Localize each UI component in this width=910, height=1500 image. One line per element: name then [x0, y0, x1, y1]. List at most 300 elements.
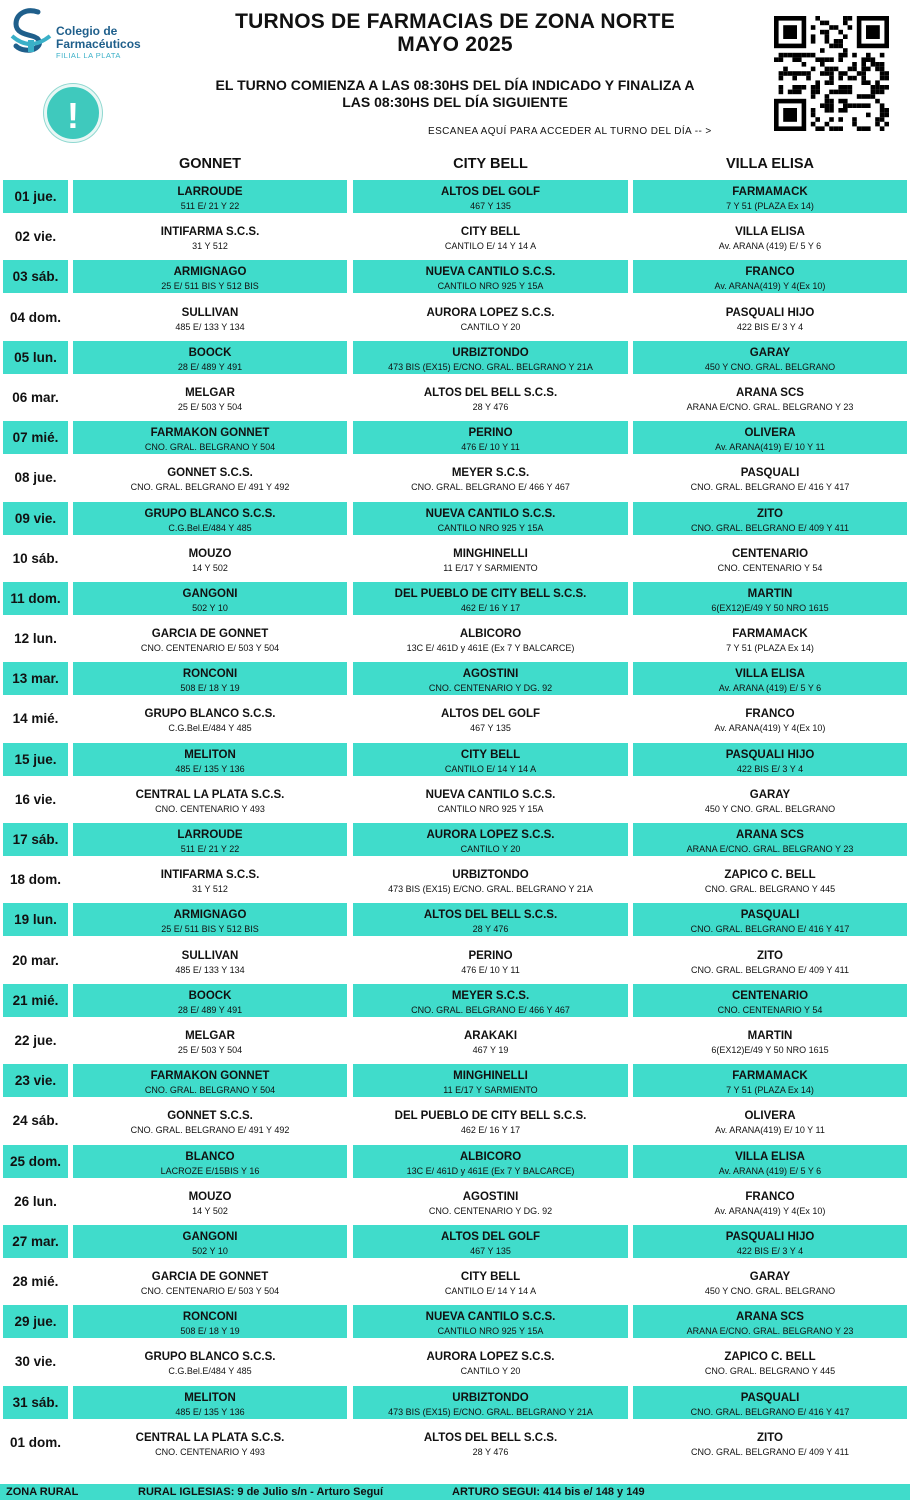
pharmacy-address: 502 Y 10	[192, 602, 228, 613]
pharmacy-name: MARTIN	[747, 1029, 793, 1042]
colegio-logo	[8, 6, 188, 60]
pharmacy-name: ALTOS DEL GOLF	[440, 1230, 541, 1243]
pharmacy-cell	[353, 1305, 628, 1338]
pharmacy-cell	[73, 1386, 347, 1419]
pharmacy-name: FARMAMACK	[732, 628, 808, 641]
pharmacy-name: PASQUALI HIJO	[725, 748, 815, 761]
pharmacy-address: CNO. GRAL. BELGRANO E/ 491 Y 492	[130, 1125, 290, 1136]
pharmacy-address: CNO. GRAL. BELGRANO E/ 416 Y 417	[690, 482, 850, 493]
table-row	[0, 542, 910, 582]
pharmacy-address: ARANA E/CNO. GRAL. BELGRANO Y 23	[686, 401, 854, 412]
pharmacy-name: NUEVA CANTILO S.C.S.	[425, 1311, 556, 1324]
pharmacy-address: 25 E/ 503 Y 504	[177, 401, 243, 412]
pharmacy-name: CENTENARIO	[731, 989, 809, 1002]
pharmacy-cell	[633, 1024, 907, 1057]
pharmacy-address: CNO. GRAL. BELGRANO E/ 491 Y 492	[130, 482, 290, 493]
pharmacy-cell	[73, 220, 347, 253]
table-row	[0, 1345, 910, 1385]
pharmacy-name: SULLIVAN	[181, 306, 239, 319]
pharmacy-address: 28 Y 476	[472, 401, 509, 412]
pharmacy-address: 485 E/ 133 Y 134	[175, 964, 245, 975]
column-header-city-bell: CITY BELL	[453, 156, 528, 172]
pharmacy-address: CANTILO E/ 14 Y 14 A	[444, 1286, 537, 1297]
pharmacy-address: CNO. GRAL. BELGRANO E/ 466 Y 467	[411, 1004, 570, 1015]
pharmacy-cell	[633, 903, 907, 936]
pharmacy-address: 473 BIS (EX15) E/CNO. GRAL. BELGRANO Y 21A	[388, 1406, 593, 1417]
pharmacy-cell	[633, 220, 907, 253]
pharmacy-address: 31 Y 512	[192, 241, 228, 252]
schedule-table	[0, 180, 910, 1466]
pharmacy-cell	[633, 341, 907, 374]
pharmacy-cell	[633, 180, 907, 213]
table-row	[0, 1305, 910, 1345]
pharmacy-cell	[633, 823, 907, 856]
pharmacy-cell	[633, 944, 907, 977]
pharmacy-address: 25 E/ 503 Y 504	[177, 1044, 243, 1055]
pharmacy-address: 462 E/ 16 Y 17	[460, 1125, 521, 1136]
day-label: 22 jue.	[14, 1032, 57, 1048]
pharmacy-cell	[353, 1145, 628, 1178]
pharmacy-address: 476 E/ 10 Y 11	[461, 442, 520, 453]
pharmacy-address: CANTILO E/ 14 Y 14 A	[444, 241, 537, 252]
pharmacy-address: 13C E/ 461D y 461E (Ex 7 Y BALCARCE)	[406, 643, 575, 654]
pharmacy-address: ARANA E/CNO. GRAL. BELGRANO Y 23	[686, 844, 854, 854]
pharmacy-cell	[353, 1185, 628, 1218]
qr-code[interactable]	[774, 16, 894, 134]
table-row	[0, 662, 910, 702]
table-row	[0, 1386, 910, 1426]
pharmacy-cell	[73, 702, 347, 735]
pharmacy-cell	[633, 1386, 907, 1419]
pharmacy-address: 25 E/ 511 BIS Y 512 BIS	[161, 281, 259, 292]
pharmacy-cell	[633, 1305, 907, 1338]
pharmacy-name: GANGONI	[182, 1230, 238, 1243]
pharmacy-address: 25 E/ 511 BIS Y 512 BIS	[161, 924, 259, 935]
title-line-2: MAYO 2025	[397, 33, 513, 56]
pharmacy-address: 422 BIS E/ 3 Y 4	[736, 321, 804, 332]
pharmacy-cell	[353, 1345, 628, 1378]
pharmacy-address: 422 BIS E/ 3 Y 4	[736, 763, 804, 774]
pharmacy-cell	[73, 903, 347, 936]
pharmacy-name: MINGHINELLI	[453, 1070, 528, 1083]
table-row	[0, 461, 910, 501]
pharmacy-address: 511 E/ 21 Y 22	[180, 201, 240, 211]
pharmacy-cell	[353, 863, 628, 896]
day-label: 08 jue.	[14, 470, 57, 486]
pharmacy-address: 473 BIS (EX15) E/CNO. GRAL. BELGRANO Y 21A	[388, 361, 593, 372]
table-row	[0, 863, 910, 903]
pharmacy-address: 31 Y 512	[192, 884, 228, 895]
pharmacy-name: AGOSTINI	[462, 668, 519, 681]
pharmacy-address: CNO. GRAL. BELGRANO Y 445	[704, 884, 836, 895]
pharmacy-name: BOOCK	[188, 989, 232, 1002]
pharmacy-cell	[73, 823, 347, 856]
title-line-1: TURNOS DE FARMACIAS DE ZONA NORTE	[235, 10, 675, 33]
footer-rural-iglesias: RURAL IGLESIAS: 9 de Julio s/n - Arturo Seguí	[138, 1486, 384, 1498]
pharmacy-address: CNO. GRAL. BELGRANO E/ 416 Y 417	[690, 924, 850, 935]
day-label: 24 sáb.	[12, 1113, 59, 1129]
pharmacy-name: MEYER S.C.S.	[451, 989, 530, 1002]
pharmacy-address: 450 Y CNO. GRAL. BELGRANO	[704, 361, 836, 372]
pharmacy-name: GARAY	[749, 1271, 791, 1284]
pharmacy-name: RONCONI	[182, 1311, 238, 1324]
pharmacy-address: CNO. CENTENARIO Y 493	[155, 803, 265, 814]
day-label: 31 sáb.	[3, 1386, 68, 1419]
pharmacy-address: CANTILO NRO 925 Y 15A	[437, 803, 544, 814]
pharmacy-address: C.G.Bel.E/484 Y 485	[168, 1366, 252, 1377]
pharmacy-cell	[73, 743, 347, 776]
shift-notice	[150, 77, 760, 111]
pharmacy-address: 467 Y 135	[470, 1245, 511, 1256]
day-label: 03 sáb.	[3, 260, 68, 293]
pharmacy-name: GONNET S.C.S.	[167, 467, 253, 480]
pharmacy-address: C.G.Bel.E/484 Y 485	[168, 522, 252, 533]
table-row	[0, 341, 910, 381]
pharmacy-address: 473 BIS (EX15) E/CNO. GRAL. BELGRANO Y 21A	[388, 884, 593, 895]
pharmacy-address: 6(EX12)E/49 Y 50 NRO 1615	[711, 602, 829, 613]
pharmacy-address: CANTILO Y 20	[460, 844, 521, 854]
column-header-villa-elisa: VILLA ELISA	[725, 156, 815, 172]
pharmacy-cell	[353, 381, 628, 414]
pharmacy-cell	[633, 1265, 907, 1298]
pharmacy-cell	[353, 1225, 628, 1258]
pharmacy-address: CANTILO Y 20	[460, 1366, 521, 1377]
pharmacy-address: 485 E/ 135 Y 136	[175, 763, 245, 774]
pharmacy-address: CNO. GRAL. BELGRANO E/ 409 Y 411	[690, 522, 850, 533]
day-label: 01 dom.	[9, 1434, 61, 1450]
pharmacy-address: 508 E/ 18 Y 19	[180, 1326, 240, 1337]
pharmacy-address: CANTILO NRO 925 Y 15A	[437, 281, 544, 292]
pharmacy-address: CNO. CENTENARIO E/ 503 Y 504	[140, 643, 280, 654]
pharmacy-name: OLIVERA	[744, 1110, 796, 1123]
pharmacy-name: MELITON	[184, 748, 236, 761]
day-label: 10 sáb.	[12, 550, 59, 566]
pharmacy-cell	[633, 863, 907, 896]
pharmacy-address: 467 Y 135	[470, 723, 511, 734]
pharmacy-cell	[73, 1265, 347, 1298]
pharmacy-address: Av. ARANA (419) E/ 5 Y 6	[718, 241, 822, 252]
table-row	[0, 1104, 910, 1144]
pharmacy-name: RONCONI	[182, 668, 238, 681]
pharmacy-cell	[73, 582, 347, 615]
table-row	[0, 622, 910, 662]
pharmacy-address: CNO. CENTENARIO E/ 503 Y 504	[140, 1286, 280, 1297]
pharmacy-address: CANTILO NRO 925 Y 15A	[437, 1326, 544, 1337]
pharmacy-address: 462 E/ 16 Y 17	[460, 602, 521, 613]
pharmacy-address: CNO. CENTENARIO Y 493	[155, 1446, 265, 1457]
table-row	[0, 1265, 910, 1305]
pharmacy-name: ARMIGNAGO	[173, 909, 247, 922]
pharmacy-address: 13C E/ 461D y 461E (Ex 7 Y BALCARCE)	[406, 1165, 575, 1176]
pharmacy-address: 467 Y 135	[470, 201, 511, 211]
pharmacy-name: AURORA LOPEZ S.C.S.	[426, 829, 555, 841]
pharmacy-name: GRUPO BLANCO S.C.S.	[144, 1351, 276, 1364]
pharmacy-name: AURORA LOPEZ S.C.S.	[426, 306, 555, 319]
pharmacy-address: CNO. GRAL. BELGRANO E/ 409 Y 411	[690, 1446, 850, 1457]
pharmacy-cell	[73, 1185, 347, 1218]
pharmacy-cell	[353, 1064, 628, 1097]
pharmacy-cell	[353, 1265, 628, 1298]
pharmacy-address: Av. ARANA(419) Y 4(Ex 10)	[714, 723, 826, 734]
pharmacy-address: CNO. CENTENARIO Y 54	[717, 562, 823, 573]
pharmacy-name: VILLA ELISA	[735, 1150, 805, 1163]
table-row	[0, 702, 910, 742]
table-row	[0, 421, 910, 461]
pharmacy-address: Av. ARANA(419) Y 4(Ex 10)	[714, 1205, 826, 1216]
logo-line-2: Farmacéuticos	[56, 37, 141, 51]
pharmacy-address: 450 Y CNO. GRAL. BELGRANO	[704, 803, 836, 814]
pharmacy-cell	[633, 1225, 907, 1258]
pharmacy-cell	[73, 341, 347, 374]
pharmacy-cell	[73, 1305, 347, 1338]
pharmacy-address: CNO. GRAL. BELGRANO Y 504	[144, 442, 276, 453]
table-row	[0, 903, 910, 943]
pharmacy-name: CENTRAL LA PLATA S.C.S.	[135, 1431, 285, 1444]
day-label: 02 vie.	[14, 229, 57, 245]
pharmacy-cell	[73, 180, 347, 213]
pharmacy-address: CANTILO Y 20	[460, 321, 521, 332]
table-row	[0, 582, 910, 622]
pharmacy-name: FRANCO	[745, 266, 795, 279]
table-row	[0, 381, 910, 421]
day-label: 01 jue.	[3, 180, 68, 213]
pharmacy-name: ZITO	[757, 507, 783, 520]
page-title	[180, 10, 730, 56]
pharmacy-name: GANGONI	[182, 587, 238, 600]
pharmacy-address: ARANA E/CNO. GRAL. BELGRANO Y 23	[686, 1326, 854, 1337]
pharmacy-name: GARCIA DE GONNET	[151, 628, 269, 641]
pharmacy-name: MELITON	[184, 1391, 236, 1404]
pharmacy-cell	[73, 381, 347, 414]
scan-instruction: ESCANEA AQUÍ PARA ACCEDER AL TURNO DEL DÍA -- >	[428, 126, 712, 137]
pharmacy-address: 450 Y CNO. GRAL. BELGRANO	[704, 1286, 836, 1297]
pharmacy-address: CANTILO NRO 925 Y 15A	[437, 522, 544, 533]
pharmacy-name: ALTOS DEL BELL S.C.S.	[423, 1431, 558, 1444]
pharmacy-address: CANTILO E/ 14 Y 14 A	[444, 763, 537, 774]
pharmacy-address: C.G.Bel.E/484 Y 485	[168, 723, 252, 734]
pharmacy-name: MOUZO	[188, 547, 232, 560]
day-label: 29 jue.	[3, 1305, 68, 1338]
pharmacy-cell	[73, 542, 347, 575]
pharmacy-name: VILLA ELISA	[735, 226, 805, 239]
pharmacy-name: GONNET S.C.S.	[167, 1110, 253, 1123]
pharmacy-name: ALBICORO	[459, 628, 522, 641]
pharmacy-address: CNO. GRAL. BELGRANO Y 445	[704, 1366, 836, 1377]
day-label: 04 dom.	[9, 309, 61, 325]
pharmacy-address: LACROZE E/15BIS Y 16	[160, 1165, 260, 1176]
pharmacy-address: 28 Y 476	[472, 924, 509, 935]
pharmacy-cell	[73, 944, 347, 977]
pharmacy-name: CITY BELL	[460, 748, 521, 761]
pharmacy-cell	[73, 1426, 347, 1459]
pharmacy-name: CITY BELL	[460, 226, 521, 239]
pharmacy-address: Av. ARANA(419) Y 4(Ex 10)	[714, 281, 826, 292]
pharmacy-address: Av. ARANA(419) E/ 10 Y 11	[715, 442, 825, 453]
pharmacy-cell	[633, 702, 907, 735]
pharmacy-cell	[73, 783, 347, 816]
pharmacy-cell	[73, 1064, 347, 1097]
pharmacy-name: DEL PUEBLO DE CITY BELL S.C.S.	[394, 1110, 587, 1123]
pharmacy-name: GARAY	[749, 788, 791, 801]
pharmacy-cell	[73, 1145, 347, 1178]
pharmacy-name: CITY BELL	[460, 1271, 521, 1284]
pharmacy-name: VILLA ELISA	[735, 668, 805, 681]
pharmacy-name: CENTRAL LA PLATA S.C.S.	[135, 788, 285, 801]
pharmacy-address: CNO. CENTENARIO Y DG. 92	[428, 1205, 553, 1216]
pharmacy-name: ALTOS DEL BELL S.C.S.	[423, 909, 558, 922]
pharmacy-address: 11 E/17 Y SARMIENTO	[443, 1085, 538, 1096]
column-header-gonnet: GONNET	[178, 156, 242, 172]
day-label: 09 vie.	[3, 502, 68, 535]
table-row	[0, 984, 910, 1024]
page-header	[0, 0, 910, 150]
pharmacy-name: ZAPICO C. BELL	[724, 869, 816, 882]
pharmacy-name: OLIVERA	[744, 427, 796, 440]
table-row	[0, 1024, 910, 1064]
table-row	[0, 1145, 910, 1185]
pharmacy-cell	[73, 1225, 347, 1258]
table-row	[0, 944, 910, 984]
pharmacy-cell	[353, 421, 628, 454]
pharmacy-name: INTIFARMA S.C.S.	[160, 226, 260, 239]
pharmacy-name: BOOCK	[188, 346, 232, 359]
pharmacy-name: GARAY	[749, 346, 791, 359]
pharmacy-cell	[353, 502, 628, 535]
table-row	[0, 260, 910, 300]
pharmacy-name: ARANA SCS	[736, 1311, 804, 1324]
notice-line-2: LAS 08:30HS DEL DÍA SIGUIENTE	[342, 94, 568, 110]
day-label: 19 lun.	[3, 903, 68, 936]
pharmacy-cell	[633, 1345, 907, 1378]
pharmacy-name: ALTOS DEL GOLF	[440, 708, 541, 721]
day-label: 18 dom.	[9, 872, 61, 888]
pharmacy-name: GRUPO BLANCO S.C.S.	[144, 507, 276, 520]
pharmacy-cell	[73, 301, 347, 334]
pharmacy-cell	[353, 984, 628, 1017]
footer-rural	[0, 1484, 910, 1500]
day-label: 06 mar.	[12, 389, 59, 405]
logo-line-3: FILIAL LA PLATA	[56, 51, 121, 60]
table-row	[0, 823, 910, 863]
pharmacy-cell	[73, 1104, 347, 1137]
pharmacy-cell	[353, 1024, 628, 1057]
pharmacy-cell	[353, 260, 628, 293]
day-label: 20 mar.	[12, 952, 59, 968]
pharmacy-cell	[73, 1024, 347, 1057]
pharmacy-cell	[353, 341, 628, 374]
pharmacy-name: ARANA SCS	[736, 386, 804, 399]
pharmacy-cell	[633, 301, 907, 334]
table-row	[0, 1185, 910, 1225]
pharmacy-name: ALTOS DEL GOLF	[440, 186, 541, 198]
pharmacy-cell	[353, 783, 628, 816]
day-label: 14 mié.	[12, 711, 59, 727]
pharmacy-address: CNO. GRAL. BELGRANO E/ 466 Y 467	[411, 482, 570, 493]
pharmacy-name: ARAKAKI	[463, 1029, 518, 1042]
pharmacy-address: 28 Y 476	[472, 1446, 509, 1457]
pharmacy-cell	[353, 582, 628, 615]
pharmacy-name: AURORA LOPEZ S.C.S.	[426, 1351, 555, 1364]
pharmacy-address: 11 E/17 Y SARMIENTO	[443, 562, 538, 573]
pharmacy-cell	[633, 783, 907, 816]
pharmacy-cell	[73, 421, 347, 454]
pharmacy-cell	[633, 1064, 907, 1097]
pharmacy-name: ARANA SCS	[736, 829, 804, 841]
day-label: 11 dom.	[3, 582, 68, 615]
table-row	[0, 1426, 910, 1466]
pharmacy-name: ALBICORO	[459, 1150, 522, 1163]
pharmacy-address: 14 Y 502	[192, 1205, 228, 1216]
pharmacy-cell	[73, 461, 347, 494]
alert-icon: !	[44, 84, 102, 142]
pharmacy-cell	[353, 1426, 628, 1459]
pharmacy-cell	[633, 421, 907, 454]
pharmacy-cell	[633, 502, 907, 535]
pharmacy-name: MOUZO	[188, 1190, 232, 1203]
pharmacy-cell	[353, 903, 628, 936]
table-row	[0, 743, 910, 783]
pharmacy-cell	[353, 1104, 628, 1137]
pharmacy-address: 485 E/ 133 Y 134	[175, 321, 245, 332]
pharmacy-address: CNO. GRAL. BELGRANO E/ 416 Y 417	[690, 1406, 850, 1417]
pharmacy-address: 511 E/ 21 Y 22	[180, 844, 240, 854]
day-label: 21 mié.	[3, 984, 68, 1017]
pharmacy-cell	[353, 743, 628, 776]
pharmacy-address: CNO. CENTENARIO Y DG. 92	[428, 683, 553, 694]
pharmacy-name: URBIZTONDO	[452, 1391, 529, 1404]
pharmacy-address: 467 Y 19	[472, 1044, 509, 1055]
pharmacy-address: 508 E/ 18 Y 19	[180, 683, 240, 694]
pharmacy-name: ARMIGNAGO	[173, 266, 247, 279]
pharmacy-name: ALTOS DEL BELL S.C.S.	[423, 386, 558, 399]
pharmacy-cell	[73, 260, 347, 293]
pharmacy-name: FARMAMACK	[732, 1070, 808, 1083]
pharmacy-name: LARROUDE	[177, 186, 243, 198]
table-row	[0, 220, 910, 260]
pharmacy-cell	[353, 301, 628, 334]
day-label: 13 mar.	[3, 662, 68, 695]
pharmacy-cell	[633, 1104, 907, 1137]
pharmacy-cell	[353, 944, 628, 977]
table-row	[0, 1225, 910, 1265]
footer-arturo-segui: ARTURO SEGUI: 414 bis e/ 148 y 149	[452, 1486, 645, 1498]
pharmacy-name: GRUPO BLANCO S.C.S.	[144, 708, 276, 721]
pharmacy-cell	[633, 542, 907, 575]
footer-zona: ZONA RURAL	[6, 1486, 79, 1498]
pharmacy-name: PASQUALI	[740, 909, 800, 922]
pharmacy-name: FRANCO	[745, 1190, 795, 1203]
pharmacy-address: 7 Y 51 (PLAZA Ex 14)	[726, 201, 814, 211]
pharmacy-cell	[633, 260, 907, 293]
pharmacy-name: ZAPICO C. BELL	[724, 1351, 816, 1364]
pharmacy-name: PERINO	[468, 427, 513, 440]
pharmacy-name: PASQUALI HIJO	[725, 306, 815, 319]
pharmacy-address: 7 Y 51 (PLAZA Ex 14)	[726, 1085, 814, 1096]
pharmacy-name: MARTIN	[747, 587, 793, 600]
pharmacy-name: PASQUALI	[740, 1391, 800, 1404]
notice-line-1: EL TURNO COMIENZA A LAS 08:30HS DEL DÍA INDICADO Y FINALIZA A	[215, 77, 695, 93]
pharmacy-cell	[633, 1185, 907, 1218]
pharmacy-address: 485 E/ 135 Y 136	[175, 1406, 245, 1417]
pharmacy-name: NUEVA CANTILO S.C.S.	[425, 266, 556, 279]
pharmacy-name: FARMAKON GONNET	[150, 1070, 270, 1083]
pharmacy-cell	[73, 622, 347, 655]
day-label: 12 lun.	[14, 631, 57, 647]
day-label: 30 vie.	[14, 1354, 57, 1370]
pharmacy-cell	[353, 622, 628, 655]
pharmacy-cell	[73, 502, 347, 535]
pharmacy-cell	[633, 743, 907, 776]
